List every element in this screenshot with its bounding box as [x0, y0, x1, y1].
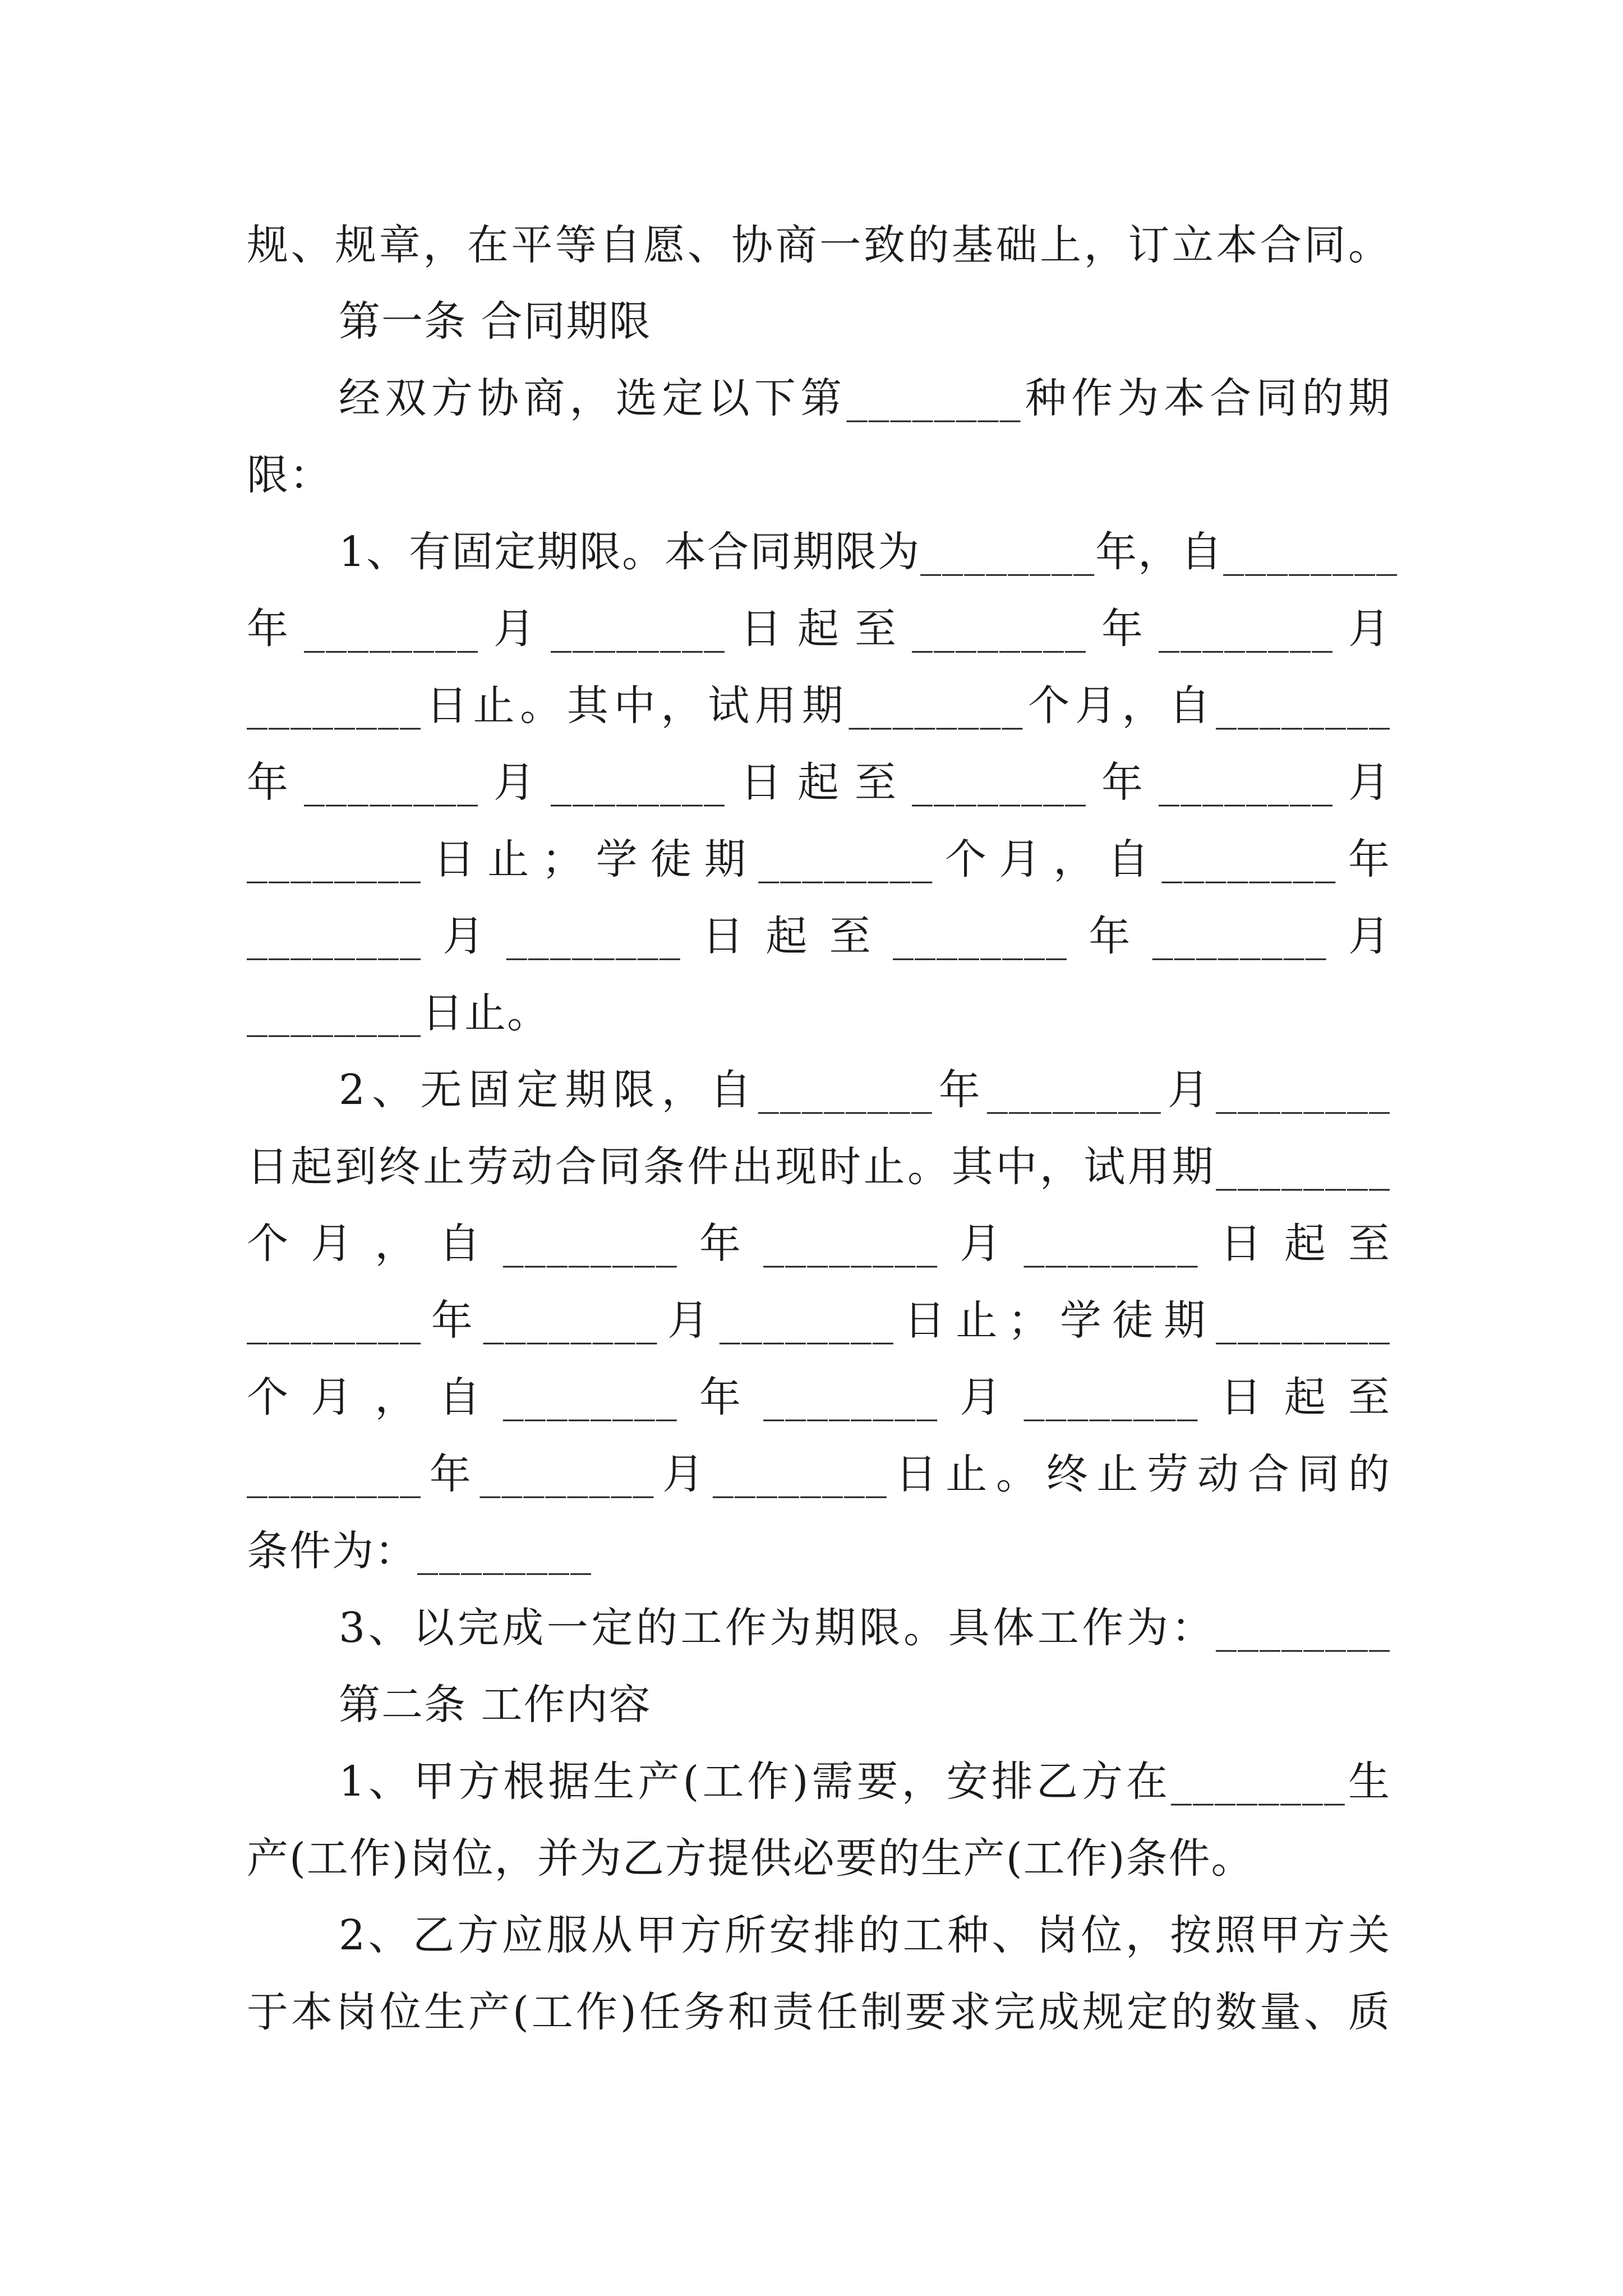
text-line: ________年________月________日止；学徒期________ — [247, 1296, 1391, 1345]
text-line: 个月，自________年________月________日起至 — [247, 1220, 1391, 1268]
text-line: 年________月________日起至________年________月 — [247, 605, 1391, 653]
text-line: 3、以完成一定的工作为期限。具体工作为：________ — [339, 1604, 1391, 1652]
text-line: 经双方协商，选定以下第________种作为本合同的期 — [339, 374, 1391, 422]
text-line: 1、有固定期限。本合同期限为________年，自________ — [339, 528, 1399, 576]
text-line: ________日止。其中，试用期________个月，自________ — [247, 682, 1391, 730]
text-line: 产(工作)岗位，并为乙方提供必要的生产(工作)条件。 — [247, 1834, 1254, 1883]
text-line: 规、规章，在平等自愿、协商一致的基础上，订立本合同。 — [247, 221, 1391, 269]
text-line: ________年________月________日止。终止劳动合同的 — [247, 1450, 1391, 1498]
text-line: 2、乙方应服从甲方所安排的工种、岗位，按照甲方关 — [339, 1911, 1391, 1959]
text-line: ________日止。 — [247, 989, 550, 1037]
text-line: 限： — [247, 451, 332, 499]
text-line: ________日止；学徒期________个月，自________年 — [247, 835, 1391, 884]
section-heading: 第二条 工作内容 — [339, 1681, 652, 1729]
text-line: 条件为：________ — [247, 1527, 592, 1575]
text-line: 日起到终止劳动合同条件出现时止。其中，试用期________ — [247, 1143, 1391, 1191]
text-line: 于本岗位生产(工作)任务和责任制要求完成规定的数量、质 — [247, 1988, 1391, 2036]
text-line: ________月________日起至________年________月 — [247, 912, 1391, 960]
text-line: 1、甲方根据生产(工作)需要，安排乙方在________生 — [339, 1757, 1391, 1806]
section-heading: 第一条 合同期限 — [339, 297, 652, 346]
text-line: 2、无固定期限，自________年________月________ — [339, 1066, 1391, 1114]
text-line: 年________月________日起至________年________月 — [247, 758, 1391, 807]
text-line: 个月，自________年________月________日起至 — [247, 1373, 1391, 1421]
